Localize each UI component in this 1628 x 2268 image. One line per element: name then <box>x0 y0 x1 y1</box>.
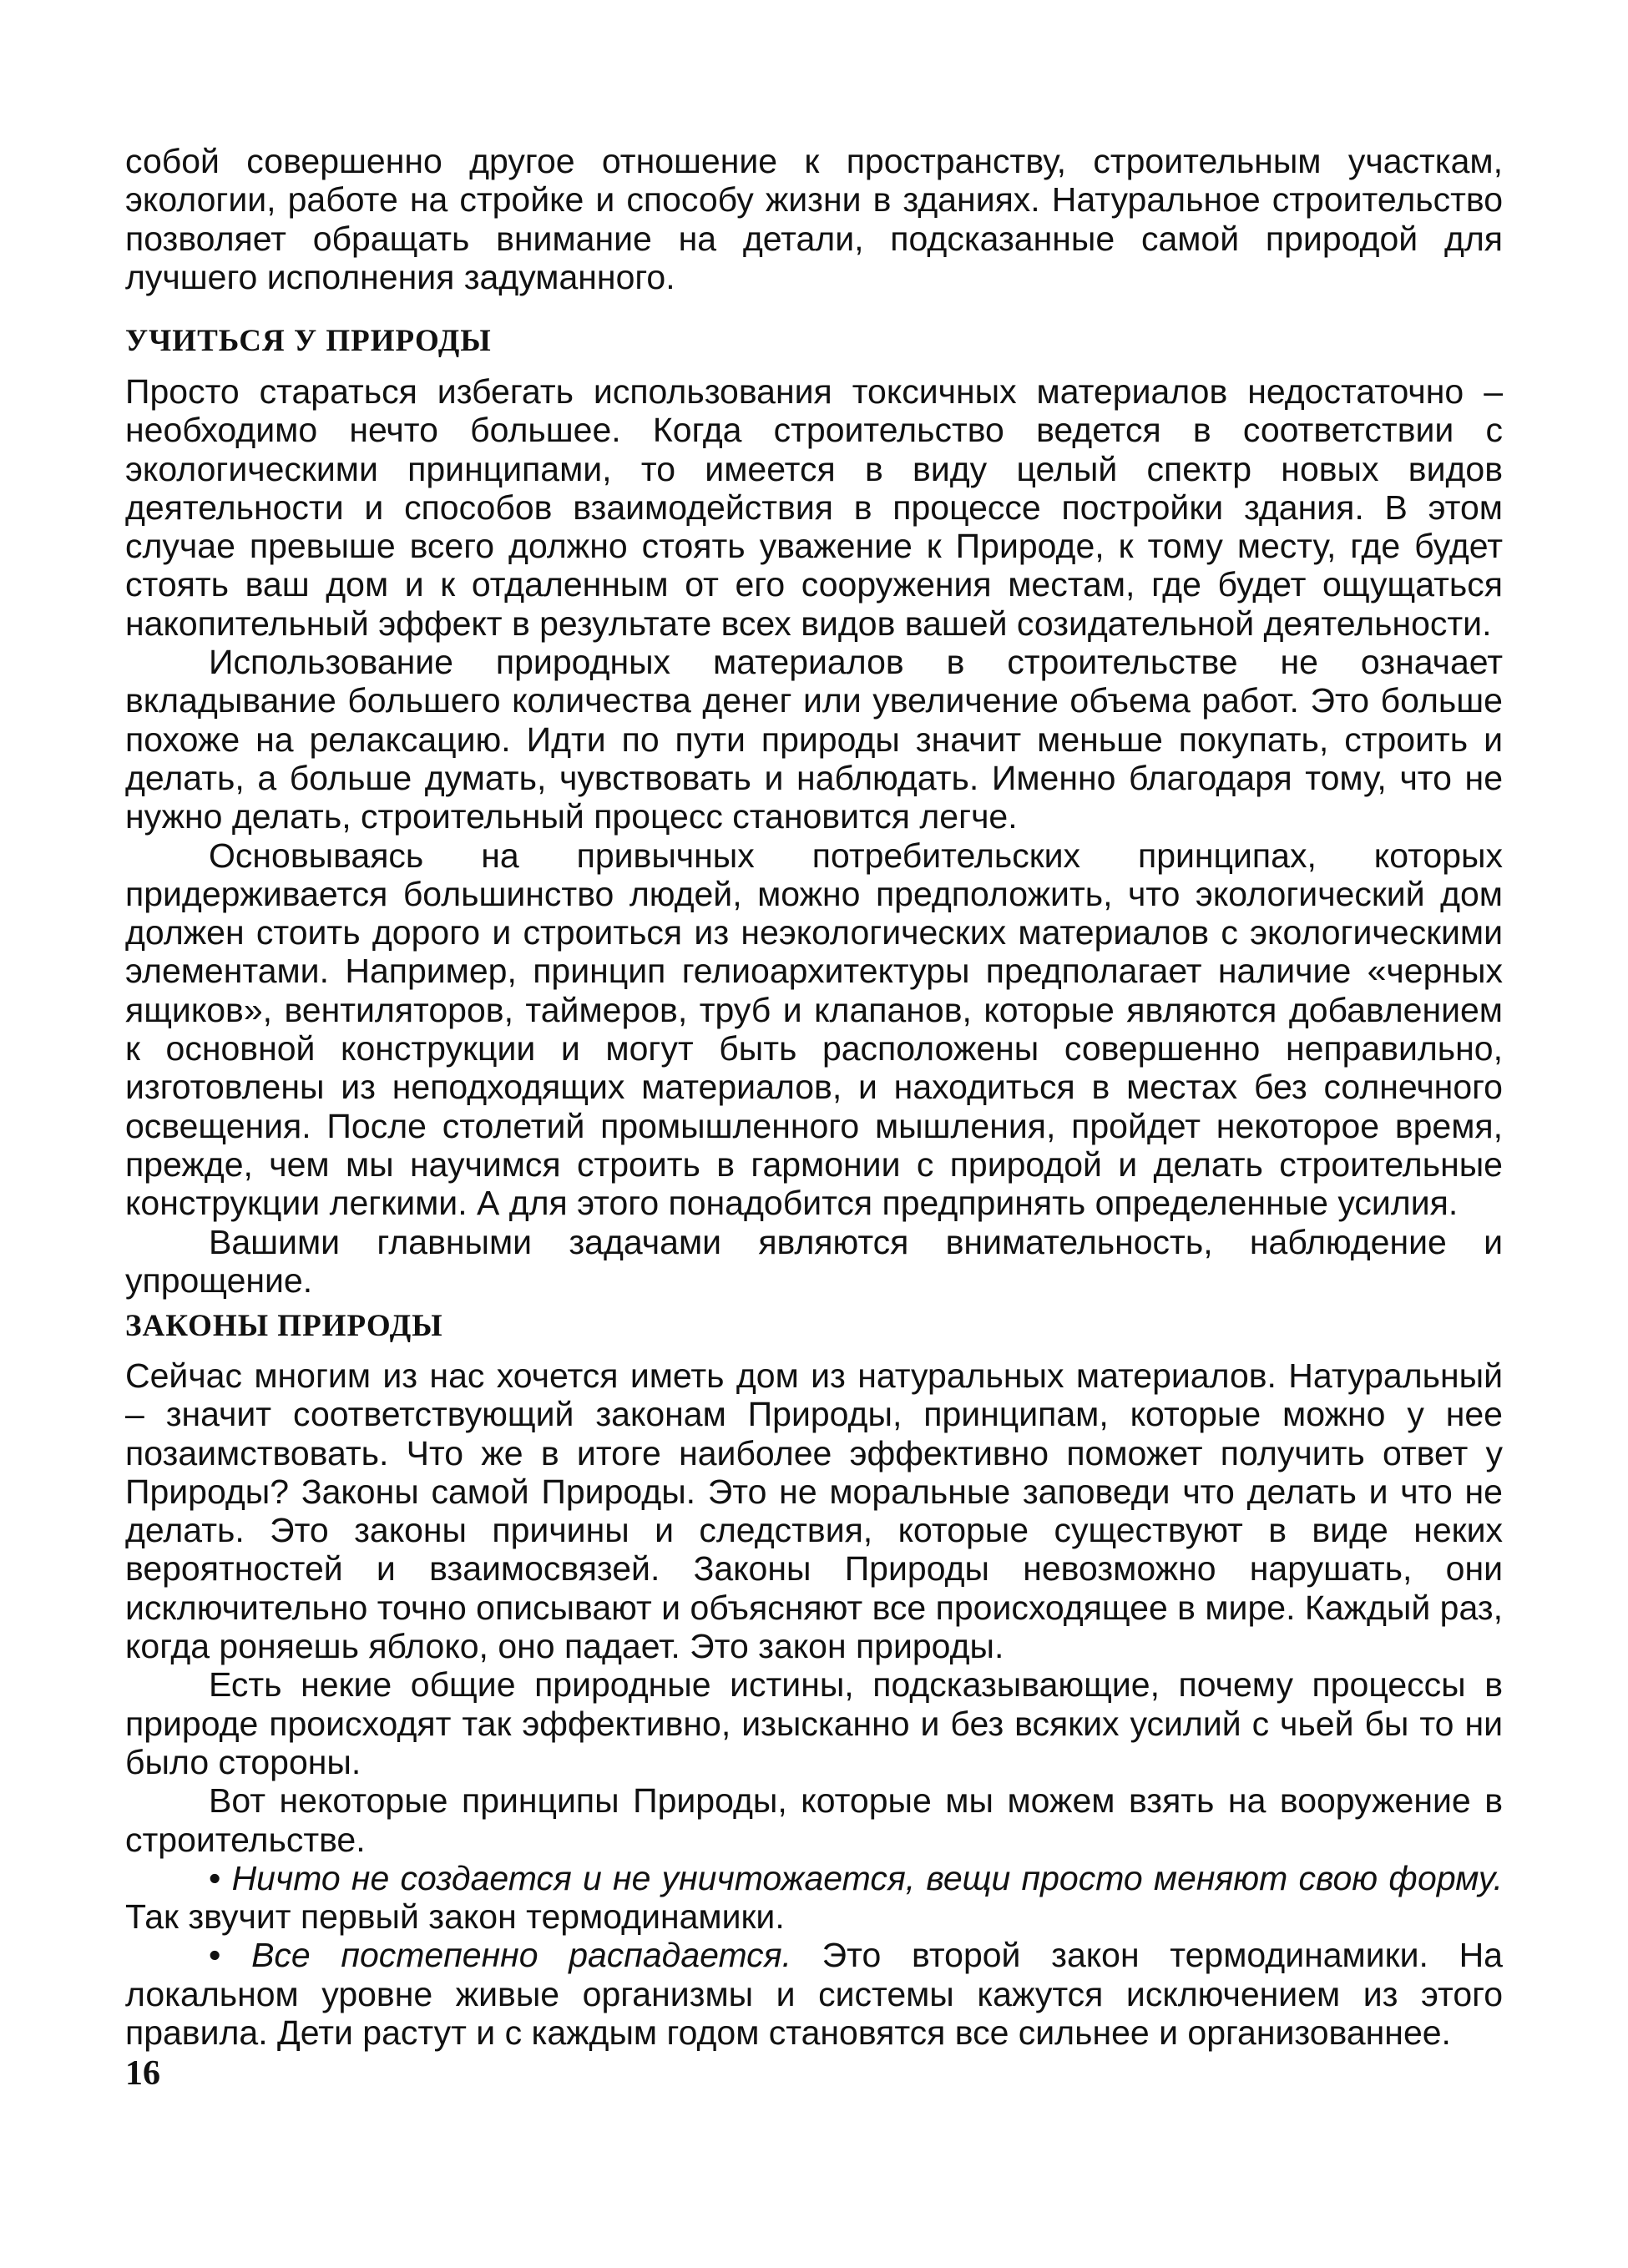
bullet-text: Так звучит первый закон термодинамики. <box>125 1897 785 1937</box>
section-learn-from-nature-body <box>125 372 1503 1300</box>
bullet-item <box>125 1936 1503 2052</box>
page-number: 16 <box>125 2054 160 2093</box>
section-heading-learn-from-nature: УЧИТЬСЯ У ПРИРОДЫ <box>125 324 492 358</box>
bullet-italic-text: Все постепенно распадается. <box>251 1936 791 1975</box>
bullet-italic-text: Ничто не создается и не уничтожается, вещи просто меняют свою форму. <box>231 1858 1503 1897</box>
bullet-marker: • <box>209 1858 221 1897</box>
paragraph: Основываясь на привычных потребительских принципах, которых придерживается большинство людей, можно предположить, что экологический дом должен стоить дорого и строиться из неэкологических материалов с экологическими элементами. Например, принцип гелиоархитектуры предполагает наличие «черных ящиков», вентиляторов, таймеров, труб и клапанов, которые являются добавлением к основной конструкции и могут быть расположены совершенно неправильно, изготовлены из неподходящих материалов, и находиться в местах без солнечного освещения. После столетий промышленного мышления, пройдет некоторое время, прежде, чем мы научимся строить в гармонии с природой и делать строительные конструкции легкими. А для этого понадобится предпринять определенные усилия. <box>125 836 1503 1223</box>
paragraph: Вашими главными задачами являются внимательность, наблюдение и упрощение. <box>125 1222 1503 1300</box>
bullet-marker: • <box>209 1936 221 1975</box>
intro-paragraph: собой совершенно другое отношение к пространству, строительным участкам, экологии, работе на стройке и способу жизни в зданиях. Натуральное строительство позволяет обращать внимание на детали, подсказанные самой природой для лучшего исполнения задуманного. <box>125 142 1503 296</box>
section-laws-of-nature-body <box>125 1356 1503 2052</box>
bullet-text: Это второй закон термодинамики. На локальном уровне живые организмы и системы кажутся исключением из этого правила. Дети растут и с каждым годом становятся все сильнее и организованнее. <box>125 1936 1503 2053</box>
paragraph: Сейчас многим из нас хочется иметь дом из натуральных материалов. Натуральный – значит соответствующий законам Природы, принципам, которые можно у нее позаимствовать. Что же в итоге наиболее эффективно поможет получить ответ у Природы? Законы самой Природы. Это не моральные заповеди что делать и что не делать. Это законы причины и следствия, которые существуют в виде неких вероятностей и взаимосвязей. Законы Природы невозможно нарушать, они исключительно точно описывают и объясняют все происходящее в мире. Каждый раз, когда роняешь яблоко, оно падает. Это закон природы. <box>125 1356 1503 1666</box>
paragraph: Просто стараться избегать использования токсичных материалов недостаточно – необходимо нечто большее. Когда строительство ведется в соответствии с экологическими принципами, то имеется в виду целый спектр новых видов деятельности и способов взаимодействия в процессе постройки здания. В этом случае превыше всего должно стоять уважение к Природе, к тому месту, где будет стоять ваш дом и к отдаленным от его сооружения местам, где будет ощущаться накопительный эффект в результате всех видов вашей созидательной деятельности. <box>125 372 1503 643</box>
intro-text <box>125 142 1503 296</box>
paragraph: Вот некоторые принципы Природы, которые мы можем взять на вооружение в строительстве. <box>125 1781 1503 1859</box>
section-heading-laws-of-nature: ЗАКОНЫ ПРИРОДЫ <box>125 1309 443 1343</box>
bullet-item <box>125 1859 1503 1937</box>
paragraph: Использование природных материалов в строительстве не означает вкладывание большего количества денег или увеличение объема работ. Это больше похоже на релаксацию. Идти по пути природы значит меньше покупать, строить и делать, а больше думать, чувствовать и наблюдать. Именно благодаря тому, что не нужно делать, строительный процесс становится легче. <box>125 643 1503 836</box>
paragraph: Есть некие общие природные истины, подсказывающие, почему процессы в природе происходят так эффективно, изысканно и без всяких усилий с чьей бы то ни было стороны. <box>125 1665 1503 1781</box>
